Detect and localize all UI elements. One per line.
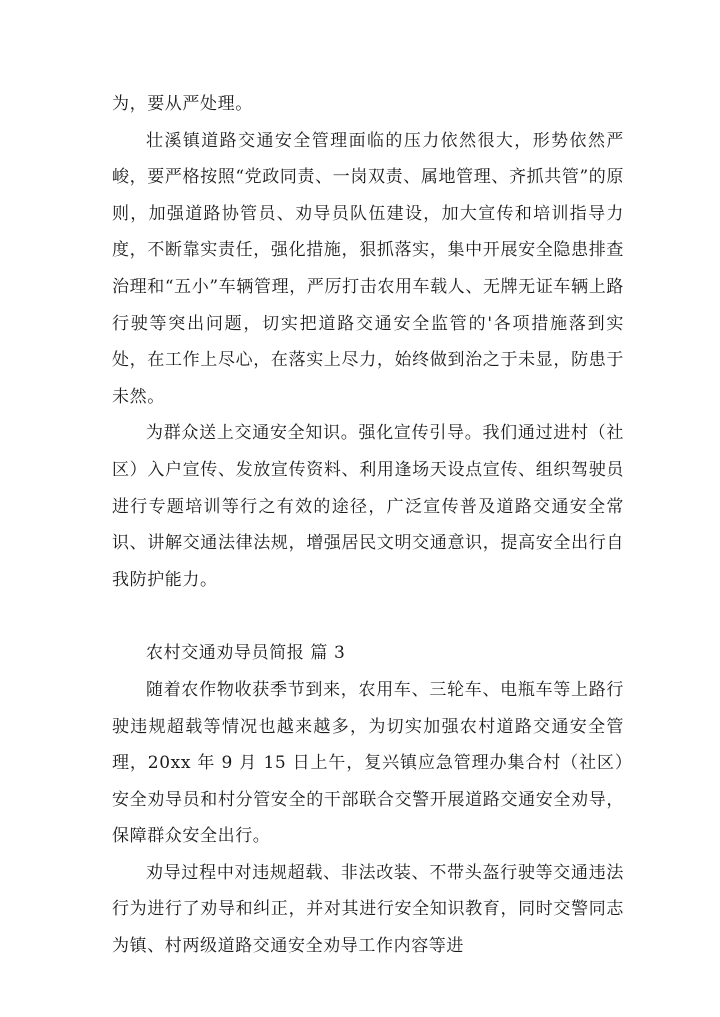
- paragraph-persuasion-process: 劝导过程中对违规超载、非法改装、不带头盔行驶等交通违法行为进行了劝导和纠正，并对其进行安全知识教育，同时交警同志为镇、村两级道路交通安全劝导工作内容等进: [112, 862, 624, 957]
- section-heading: 农村交通劝导员简报 篇 3: [146, 643, 346, 664]
- paragraph-harvest-season: 随着农作物收获季节到来，农用车、三轮车、电瓶车等上路行驶违规超载等情况也越来越多，为切实加强农村道路交通安全管理，20xx 年 9 月 15 日上午，复兴镇应急管理办集合村（社区）安全劝导员和村分管安全的干部联合交警开展道路交通安全劝导，保障群众安全出行。: [112, 679, 624, 847]
- paragraph-continuation: 为，要从严处理。: [112, 94, 253, 114]
- paragraph-safety-knowledge: 为群众送上交通安全知识。强化宣传引导。我们通过进村（社区）入户宣传、发放宣传资料、利用逢场天设点宣传、组织驾驶员进行专题培训等行之有效的途径，广泛宣传普及道路交通安全常识、讲解交通法律法规，增强居民文明交通意识，提高安全出行自我防护能力。: [112, 423, 624, 590]
- document-page: [112, 86, 624, 965]
- paragraph-management-pressure: 壮溪镇道路交通安全管理面临的压力依然很大，形势依然严峻，要严格按照“党政同责、一岗双责、属地管理、齐抓共管”的原则，加强道路协管员、劝导员队伍建设，加大宣传和培训指导力度，不断靠实责任，强化措施，狠抓落实，集中开展安全隐患排查治理和“五小”车辆管理，严厉打击农用车载人、无牌无证车辆上路行驶等突出问题，切实把道路交通安全监管的'各项措施落到实处，在工作上尽心，在落实上尽力，始终做到治之于未显，防患于未然。: [112, 130, 624, 407]
